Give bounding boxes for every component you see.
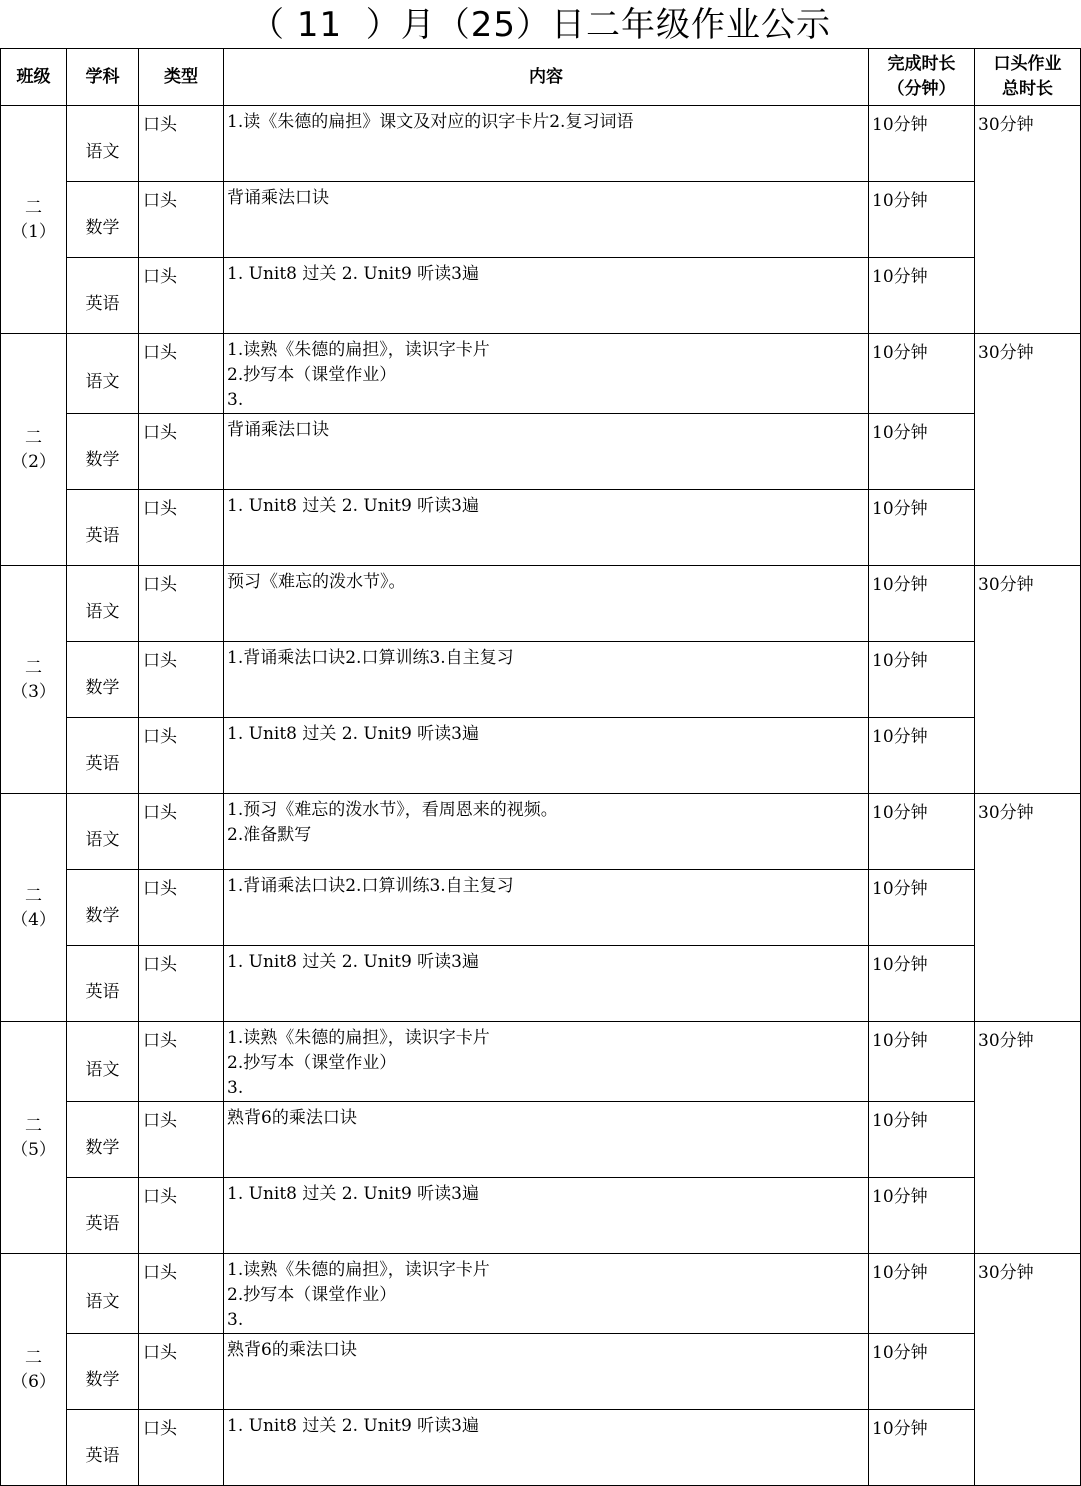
table-row	[1, 1022, 1081, 1102]
class-grade: 二	[25, 657, 42, 678]
header-total-line2: 总时长	[1002, 79, 1053, 99]
subject-cell: 英语	[67, 1410, 139, 1486]
header-content: 内容	[224, 49, 869, 106]
content-line: 1.读《朱德的扁担》课文及对应的识字卡片2.复习词语	[227, 112, 634, 132]
duration-cell: 10分钟	[869, 1410, 975, 1486]
content-line: 1. Unit8 过关 2. Unit9 听读3遍	[227, 1416, 479, 1436]
content-cell	[224, 258, 869, 334]
table-row	[1, 258, 1081, 334]
duration-cell: 10分钟	[869, 642, 975, 718]
content-cell	[224, 566, 869, 642]
class-cell	[1, 566, 67, 794]
table-row	[1, 870, 1081, 946]
class-grade: 二	[25, 1115, 42, 1136]
content-line: 2.抄写本（课堂作业）	[227, 1053, 397, 1073]
duration-cell: 10分钟	[869, 182, 975, 258]
class-number: （5）	[11, 1139, 56, 1160]
content-line: 1.读熟《朱德的扁担》，读识字卡片	[227, 1028, 490, 1048]
total-duration-cell: 30分钟	[975, 1254, 1081, 1486]
subject-cell: 语文	[67, 566, 139, 642]
content-line: 1.读熟《朱德的扁担》，读识字卡片	[227, 1260, 490, 1280]
total-duration-cell: 30分钟	[975, 106, 1081, 334]
subject-cell: 英语	[67, 1178, 139, 1254]
subject-cell: 数学	[67, 1334, 139, 1410]
type-cell: 口头	[139, 870, 224, 946]
homework-table	[0, 48, 1081, 1486]
duration-cell: 10分钟	[869, 414, 975, 490]
table-row	[1, 414, 1081, 490]
content-line: 2.准备默写	[227, 825, 312, 845]
subject-cell: 英语	[67, 718, 139, 794]
class-cell	[1, 1022, 67, 1254]
subject-cell: 语文	[67, 1254, 139, 1334]
class-grade: 二	[25, 427, 42, 448]
content-line: 1. Unit8 过关 2. Unit9 听读3遍	[227, 496, 479, 516]
type-cell: 口头	[139, 1102, 224, 1178]
type-cell: 口头	[139, 182, 224, 258]
header-total-line1: 口头作业	[993, 54, 1062, 74]
type-cell: 口头	[139, 718, 224, 794]
duration-cell: 10分钟	[869, 870, 975, 946]
table-row	[1, 946, 1081, 1022]
class-cell	[1, 794, 67, 1022]
class-cell	[1, 1254, 67, 1486]
subject-cell: 英语	[67, 490, 139, 566]
table-row	[1, 106, 1081, 182]
content-line: 3.	[227, 1078, 244, 1098]
content-cell	[224, 490, 869, 566]
content-line: 1. Unit8 过关 2. Unit9 听读3遍	[227, 1184, 479, 1204]
table-row	[1, 566, 1081, 642]
content-cell	[224, 718, 869, 794]
type-cell: 口头	[139, 1178, 224, 1254]
class-number: （1）	[11, 221, 56, 242]
subject-cell: 数学	[67, 870, 139, 946]
content-cell	[224, 1334, 869, 1410]
content-line: 熟背6的乘法口诀	[227, 1108, 357, 1128]
content-cell	[224, 1102, 869, 1178]
class-number: （6）	[11, 1371, 56, 1392]
content-cell	[224, 334, 869, 414]
content-line: 2.抄写本（课堂作业）	[227, 1285, 397, 1305]
type-cell: 口头	[139, 1022, 224, 1102]
content-line: 熟背6的乘法口诀	[227, 1340, 357, 1360]
content-line: 背诵乘法口诀	[227, 420, 329, 440]
duration-cell: 10分钟	[869, 566, 975, 642]
duration-cell: 10分钟	[869, 106, 975, 182]
content-line: 预习《难忘的泼水节》。	[227, 572, 406, 592]
type-cell: 口头	[139, 1410, 224, 1486]
table-row	[1, 490, 1081, 566]
content-cell	[224, 870, 869, 946]
content-line: 1.读熟《朱德的扁担》，读识字卡片	[227, 340, 490, 360]
header-class: 班级	[1, 49, 67, 106]
class-number: （3）	[11, 681, 56, 702]
content-cell	[224, 1410, 869, 1486]
content-line: 1. Unit8 过关 2. Unit9 听读3遍	[227, 952, 479, 972]
content-cell	[224, 794, 869, 870]
header-type: 类型	[139, 49, 224, 106]
type-cell: 口头	[139, 1334, 224, 1410]
table-row	[1, 794, 1081, 870]
table-row	[1, 1178, 1081, 1254]
table-row	[1, 1334, 1081, 1410]
content-line: 2.抄写本（课堂作业）	[227, 365, 397, 385]
content-line: 3.	[227, 390, 244, 410]
duration-cell: 10分钟	[869, 718, 975, 794]
type-cell: 口头	[139, 334, 224, 414]
subject-cell: 语文	[67, 1022, 139, 1102]
content-cell	[224, 106, 869, 182]
content-line: 1.背诵乘法口诀2.口算训练3.自主复习	[227, 648, 514, 668]
duration-cell: 10分钟	[869, 794, 975, 870]
type-cell: 口头	[139, 794, 224, 870]
class-grade: 二	[25, 1347, 42, 1368]
content-cell	[224, 946, 869, 1022]
subject-cell: 数学	[67, 182, 139, 258]
content-line: 1.预习《难忘的泼水节》，看周恩来的视频。	[227, 800, 558, 820]
subject-cell: 数学	[67, 414, 139, 490]
duration-cell: 10分钟	[869, 1178, 975, 1254]
table-row	[1, 1254, 1081, 1334]
duration-cell: 10分钟	[869, 1022, 975, 1102]
total-duration-cell: 30分钟	[975, 334, 1081, 566]
header-duration-line2: （分钟）	[887, 79, 956, 99]
content-cell	[224, 1022, 869, 1102]
class-grade: 二	[25, 885, 42, 906]
content-cell	[224, 182, 869, 258]
duration-cell: 10分钟	[869, 1334, 975, 1410]
content-cell	[224, 642, 869, 718]
content-line: 3.	[227, 1310, 244, 1330]
header-duration	[869, 49, 975, 106]
subject-cell: 英语	[67, 258, 139, 334]
type-cell: 口头	[139, 642, 224, 718]
content-line: 1. Unit8 过关 2. Unit9 听读3遍	[227, 724, 479, 744]
page-title: （ 11 ）月（25）日二年级作业公示	[250, 5, 831, 45]
table-row	[1, 334, 1081, 414]
content-cell	[224, 414, 869, 490]
header-subject: 学科	[67, 49, 139, 106]
type-cell: 口头	[139, 258, 224, 334]
header-duration-line1: 完成时长	[887, 54, 956, 74]
class-cell	[1, 334, 67, 566]
table-header-row	[1, 49, 1081, 106]
total-duration-cell: 30分钟	[975, 794, 1081, 1022]
table-row	[1, 718, 1081, 794]
duration-cell: 10分钟	[869, 1102, 975, 1178]
duration-cell: 10分钟	[869, 946, 975, 1022]
duration-cell: 10分钟	[869, 490, 975, 566]
type-cell: 口头	[139, 490, 224, 566]
type-cell: 口头	[139, 106, 224, 182]
content-line: 背诵乘法口诀	[227, 188, 329, 208]
content-cell	[224, 1178, 869, 1254]
class-number: （4）	[11, 909, 56, 930]
total-duration-cell: 30分钟	[975, 1022, 1081, 1254]
subject-cell: 数学	[67, 642, 139, 718]
subject-cell: 数学	[67, 1102, 139, 1178]
table-row	[1, 182, 1081, 258]
duration-cell: 10分钟	[869, 1254, 975, 1334]
content-line: 1.背诵乘法口诀2.口算训练3.自主复习	[227, 876, 514, 896]
type-cell: 口头	[139, 946, 224, 1022]
content-line: 1. Unit8 过关 2. Unit9 听读3遍	[227, 264, 479, 284]
duration-cell: 10分钟	[869, 334, 975, 414]
subject-cell: 语文	[67, 334, 139, 414]
table-row	[1, 1102, 1081, 1178]
table-row	[1, 642, 1081, 718]
total-duration-cell: 30分钟	[975, 566, 1081, 794]
content-cell	[224, 1254, 869, 1334]
subject-cell: 英语	[67, 946, 139, 1022]
header-total	[975, 49, 1081, 106]
type-cell: 口头	[139, 414, 224, 490]
subject-cell: 语文	[67, 106, 139, 182]
table-body	[1, 106, 1081, 1486]
class-number: （2）	[11, 451, 56, 472]
class-grade: 二	[25, 197, 42, 218]
table-row	[1, 1410, 1081, 1486]
type-cell: 口头	[139, 1254, 224, 1334]
duration-cell: 10分钟	[869, 258, 975, 334]
subject-cell: 语文	[67, 794, 139, 870]
type-cell: 口头	[139, 566, 224, 642]
class-cell	[1, 106, 67, 334]
